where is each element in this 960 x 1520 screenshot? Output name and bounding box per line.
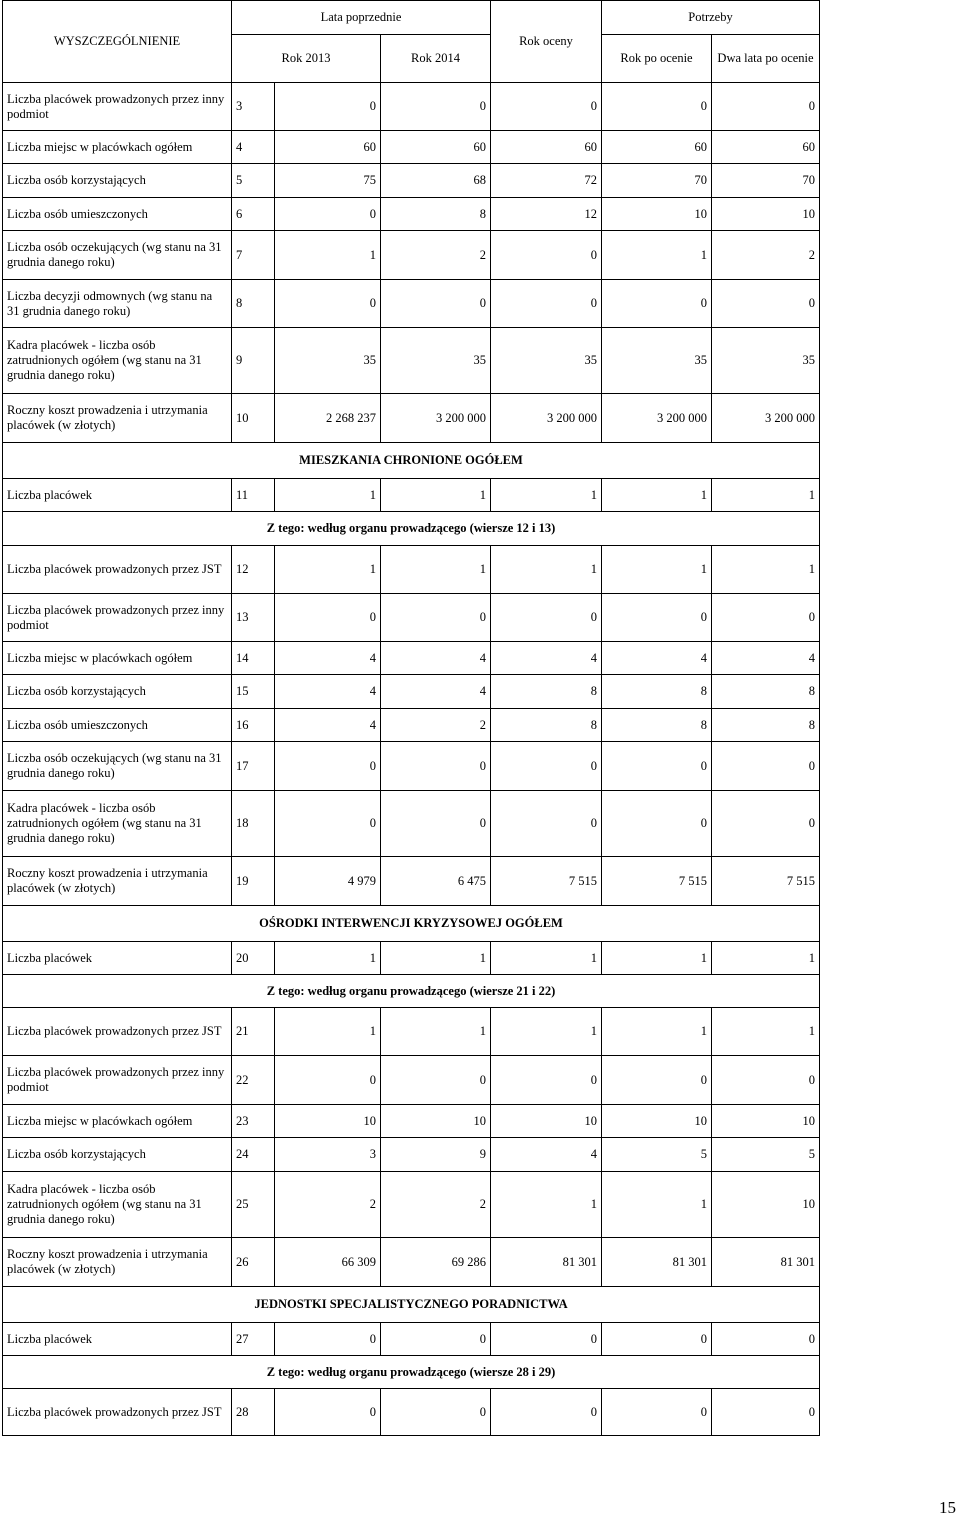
- value-cell: 8: [602, 709, 712, 742]
- row-label: Liczba osób korzystających: [3, 1138, 232, 1172]
- table-row: [3, 131, 820, 164]
- row-number: 24: [232, 1138, 275, 1172]
- value-cell: 0: [275, 198, 381, 231]
- value-cell: 35: [712, 328, 820, 394]
- value-cell: 0: [602, 594, 712, 642]
- value-cell: 0: [491, 83, 602, 131]
- table-row: [3, 709, 820, 742]
- value-cell: 0: [275, 1056, 381, 1105]
- value-cell: 1: [275, 231, 381, 280]
- value-cell: 10: [381, 1105, 491, 1138]
- row-number: 10: [232, 394, 275, 443]
- row-number: 28: [232, 1389, 275, 1436]
- value-cell: 60: [602, 131, 712, 164]
- value-cell: 0: [381, 791, 491, 857]
- value-cell: 0: [712, 1056, 820, 1105]
- value-cell: 0: [602, 1389, 712, 1436]
- value-cell: 0: [491, 791, 602, 857]
- table-row: [3, 328, 820, 394]
- table-row: [3, 791, 820, 857]
- value-cell: 81 301: [602, 1238, 712, 1287]
- row-label: Roczny koszt prowadzenia i utrzymania placówek (w złotych): [3, 1238, 232, 1287]
- value-cell: 3 200 000: [491, 394, 602, 443]
- value-cell: 4: [381, 675, 491, 709]
- value-cell: 1: [275, 1008, 381, 1056]
- value-cell: 10: [602, 1105, 712, 1138]
- value-cell: 2: [275, 1172, 381, 1238]
- value-cell: 0: [381, 1323, 491, 1356]
- row-label: Liczba placówek prowadzonych przez JST: [3, 546, 232, 594]
- value-cell: 0: [381, 280, 491, 328]
- value-cell: 68: [381, 164, 491, 198]
- header-year-2014: Rok 2014: [381, 35, 491, 83]
- value-cell: 0: [602, 1323, 712, 1356]
- value-cell: 8: [491, 675, 602, 709]
- value-cell: 0: [712, 1389, 820, 1436]
- value-cell: 1: [275, 546, 381, 594]
- table-row: [3, 857, 820, 906]
- value-cell: 8: [712, 709, 820, 742]
- value-cell: 4: [381, 642, 491, 675]
- row-number: 15: [232, 675, 275, 709]
- row-label: Liczba placówek prowadzonych przez inny podmiot: [3, 1056, 232, 1105]
- value-cell: 4: [491, 1138, 602, 1172]
- value-cell: 0: [491, 1389, 602, 1436]
- value-cell: 2 268 237: [275, 394, 381, 443]
- value-cell: 4: [602, 642, 712, 675]
- value-cell: 75: [275, 164, 381, 198]
- row-number: 5: [232, 164, 275, 198]
- row-label: Kadra placówek - liczba osób zatrudnionych ogółem (wg stanu na 31 grudnia danego roku): [3, 328, 232, 394]
- value-cell: 8: [491, 709, 602, 742]
- section-title: MIESZKANIA CHRONIONE OGÓŁEM: [3, 443, 820, 479]
- value-cell: 10: [712, 1172, 820, 1238]
- value-cell: 3 200 000: [381, 394, 491, 443]
- row-label: Liczba placówek: [3, 479, 232, 512]
- row-label: Liczba osób umieszczonych: [3, 198, 232, 231]
- row-number: 22: [232, 1056, 275, 1105]
- row-label: Roczny koszt prowadzenia i utrzymania placówek (w złotych): [3, 394, 232, 443]
- value-cell: 1: [491, 1172, 602, 1238]
- row-label: Liczba miejsc w placówkach ogółem: [3, 131, 232, 164]
- value-cell: 10: [712, 198, 820, 231]
- section-title: JEDNOSTKI SPECJALISTYCZNEGO PORADNICTWA: [3, 1287, 820, 1323]
- value-cell: 4: [275, 709, 381, 742]
- value-cell: 0: [712, 83, 820, 131]
- value-cell: 35: [381, 328, 491, 394]
- value-cell: 0: [712, 280, 820, 328]
- value-cell: 1: [712, 942, 820, 975]
- value-cell: 5: [602, 1138, 712, 1172]
- row-number: 21: [232, 1008, 275, 1056]
- header-needs: Potrzeby: [602, 1, 820, 35]
- value-cell: 0: [381, 594, 491, 642]
- value-cell: 4 979: [275, 857, 381, 906]
- table-row: [3, 1105, 820, 1138]
- table-row: [3, 942, 820, 975]
- row-label: Liczba decyzji odmownych (wg stanu na 31 grudnia danego roku): [3, 280, 232, 328]
- value-cell: 1: [381, 1008, 491, 1056]
- row-label: Liczba placówek prowadzonych przez inny podmiot: [3, 594, 232, 642]
- value-cell: 2: [381, 709, 491, 742]
- value-cell: 60: [275, 131, 381, 164]
- row-number: 11: [232, 479, 275, 512]
- row-label: Liczba placówek: [3, 1323, 232, 1356]
- page-number: 15: [939, 1498, 956, 1517]
- row-label: Liczba osób umieszczonych: [3, 709, 232, 742]
- section-row: [3, 443, 820, 479]
- table-row: [3, 1172, 820, 1238]
- value-cell: 0: [602, 742, 712, 791]
- value-cell: 0: [712, 791, 820, 857]
- value-cell: 0: [491, 231, 602, 280]
- value-cell: 66 309: [275, 1238, 381, 1287]
- section-title: OŚRODKI INTERWENCJI KRYZYSOWEJ OGÓŁEM: [3, 906, 820, 942]
- value-cell: 6 475: [381, 857, 491, 906]
- value-cell: 81 301: [712, 1238, 820, 1287]
- row-number: 4: [232, 131, 275, 164]
- row-number: 13: [232, 594, 275, 642]
- value-cell: 10: [712, 1105, 820, 1138]
- table-row: [3, 83, 820, 131]
- section-title: Z tego: według organu prowadzącego (wiersze 28 i 29): [3, 1356, 820, 1389]
- value-cell: 1: [491, 479, 602, 512]
- value-cell: 1: [602, 1008, 712, 1056]
- row-label: Kadra placówek - liczba osób zatrudnionych ogółem (wg stanu na 31 grudnia danego roku): [3, 791, 232, 857]
- row-label: Liczba placówek prowadzonych przez inny podmiot: [3, 83, 232, 131]
- value-cell: 2: [381, 1172, 491, 1238]
- value-cell: 0: [491, 742, 602, 791]
- value-cell: 0: [275, 742, 381, 791]
- table-row: [3, 675, 820, 709]
- value-cell: 4: [275, 675, 381, 709]
- row-number: 20: [232, 942, 275, 975]
- value-cell: 8: [602, 675, 712, 709]
- value-cell: 4: [491, 642, 602, 675]
- value-cell: 4: [275, 642, 381, 675]
- header-description: WYSZCZEGÓLNIENIE: [3, 1, 232, 83]
- row-label: Liczba placówek prowadzonych przez JST: [3, 1389, 232, 1436]
- section-row: [3, 906, 820, 942]
- table-row: [3, 742, 820, 791]
- table-row: [3, 280, 820, 328]
- value-cell: 5: [712, 1138, 820, 1172]
- value-cell: 0: [275, 83, 381, 131]
- header-assessment-year: Rok oceny: [491, 1, 602, 83]
- section-title: Z tego: według organu prowadzącego (wiersze 12 i 13): [3, 512, 820, 546]
- row-number: 27: [232, 1323, 275, 1356]
- value-cell: 10: [275, 1105, 381, 1138]
- value-cell: 0: [381, 742, 491, 791]
- row-number: 14: [232, 642, 275, 675]
- value-cell: 1: [275, 942, 381, 975]
- row-label: Liczba placówek: [3, 942, 232, 975]
- table-row: [3, 231, 820, 280]
- value-cell: 3 200 000: [602, 394, 712, 443]
- row-number: 16: [232, 709, 275, 742]
- value-cell: 10: [602, 198, 712, 231]
- value-cell: 60: [712, 131, 820, 164]
- value-cell: 12: [491, 198, 602, 231]
- row-label: Roczny koszt prowadzenia i utrzymania placówek (w złotych): [3, 857, 232, 906]
- value-cell: 1: [491, 546, 602, 594]
- value-cell: 69 286: [381, 1238, 491, 1287]
- value-cell: 2: [381, 231, 491, 280]
- header-year-after: Rok po ocenie: [602, 35, 712, 83]
- row-number: 25: [232, 1172, 275, 1238]
- table-row: [3, 1138, 820, 1172]
- table-row: [3, 198, 820, 231]
- value-cell: 1: [381, 942, 491, 975]
- value-cell: 2: [712, 231, 820, 280]
- value-cell: 1: [275, 479, 381, 512]
- header-two-years-after: Dwa lata po ocenie: [712, 35, 820, 83]
- value-cell: 0: [712, 742, 820, 791]
- row-label: Liczba osób oczekujących (wg stanu na 31 grudnia danego roku): [3, 742, 232, 791]
- value-cell: 0: [381, 1056, 491, 1105]
- table-row: [3, 479, 820, 512]
- value-cell: 0: [491, 594, 602, 642]
- value-cell: 8: [381, 198, 491, 231]
- value-cell: 60: [491, 131, 602, 164]
- value-cell: 0: [712, 1323, 820, 1356]
- table-row: [3, 1008, 820, 1056]
- row-number: 6: [232, 198, 275, 231]
- value-cell: 9: [381, 1138, 491, 1172]
- value-cell: 0: [602, 280, 712, 328]
- value-cell: 60: [381, 131, 491, 164]
- table-row: [3, 594, 820, 642]
- row-number: 17: [232, 742, 275, 791]
- value-cell: 0: [602, 791, 712, 857]
- value-cell: 0: [491, 1323, 602, 1356]
- row-label: Liczba osób korzystających: [3, 675, 232, 709]
- row-number: 23: [232, 1105, 275, 1138]
- value-cell: 35: [491, 328, 602, 394]
- table-row: [3, 394, 820, 443]
- value-cell: 1: [712, 479, 820, 512]
- value-cell: 1: [602, 479, 712, 512]
- value-cell: 3: [275, 1138, 381, 1172]
- value-cell: 0: [491, 1056, 602, 1105]
- section-title: Z tego: według organu prowadzącego (wiersze 21 i 22): [3, 975, 820, 1008]
- value-cell: 1: [381, 479, 491, 512]
- value-cell: 1: [381, 546, 491, 594]
- value-cell: 0: [381, 1389, 491, 1436]
- row-number: 7: [232, 231, 275, 280]
- table-row: [3, 1389, 820, 1436]
- value-cell: 35: [275, 328, 381, 394]
- section-row: [3, 1356, 820, 1389]
- value-cell: 4: [712, 642, 820, 675]
- value-cell: 1: [712, 546, 820, 594]
- value-cell: 1: [491, 942, 602, 975]
- row-number: 12: [232, 546, 275, 594]
- row-label: Liczba miejsc w placówkach ogółem: [3, 1105, 232, 1138]
- value-cell: 0: [275, 280, 381, 328]
- row-number: 26: [232, 1238, 275, 1287]
- value-cell: 70: [602, 164, 712, 198]
- value-cell: 1: [602, 231, 712, 280]
- table-row: [3, 1323, 820, 1356]
- value-cell: 35: [602, 328, 712, 394]
- row-label: Kadra placówek - liczba osób zatrudnionych ogółem (wg stanu na 31 grudnia danego roku): [3, 1172, 232, 1238]
- row-label: Liczba osób oczekujących (wg stanu na 31 grudnia danego roku): [3, 231, 232, 280]
- value-cell: 0: [491, 280, 602, 328]
- row-label: Liczba osób korzystających: [3, 164, 232, 198]
- value-cell: 1: [602, 942, 712, 975]
- value-cell: 7 515: [602, 857, 712, 906]
- row-label: Liczba placówek prowadzonych przez JST: [3, 1008, 232, 1056]
- value-cell: 3 200 000: [712, 394, 820, 443]
- value-cell: 70: [712, 164, 820, 198]
- value-cell: 0: [275, 594, 381, 642]
- table-row: [3, 164, 820, 198]
- value-cell: 72: [491, 164, 602, 198]
- value-cell: 8: [712, 675, 820, 709]
- value-cell: 0: [275, 1389, 381, 1436]
- section-row: [3, 512, 820, 546]
- row-number: 19: [232, 857, 275, 906]
- value-cell: 1: [491, 1008, 602, 1056]
- table-row: [3, 1238, 820, 1287]
- value-cell: 0: [275, 1323, 381, 1356]
- row-label: Liczba miejsc w placówkach ogółem: [3, 642, 232, 675]
- row-number: 18: [232, 791, 275, 857]
- value-cell: 0: [602, 1056, 712, 1105]
- value-cell: 1: [602, 1172, 712, 1238]
- value-cell: 0: [602, 83, 712, 131]
- table-row: [3, 642, 820, 675]
- section-row: [3, 1287, 820, 1323]
- value-cell: 0: [381, 83, 491, 131]
- value-cell: 1: [602, 546, 712, 594]
- row-number: 3: [232, 83, 275, 131]
- header-year-2013: Rok 2013: [232, 35, 381, 83]
- value-cell: 81 301: [491, 1238, 602, 1287]
- value-cell: 0: [712, 594, 820, 642]
- row-number: 8: [232, 280, 275, 328]
- value-cell: 10: [491, 1105, 602, 1138]
- section-row: [3, 975, 820, 1008]
- data-table: [2, 0, 820, 1436]
- value-cell: 1: [712, 1008, 820, 1056]
- value-cell: 7 515: [491, 857, 602, 906]
- value-cell: 0: [275, 791, 381, 857]
- table-row: [3, 546, 820, 594]
- value-cell: 7 515: [712, 857, 820, 906]
- header-previous-years: Lata poprzednie: [232, 1, 491, 35]
- table-row: [3, 1056, 820, 1105]
- row-number: 9: [232, 328, 275, 394]
